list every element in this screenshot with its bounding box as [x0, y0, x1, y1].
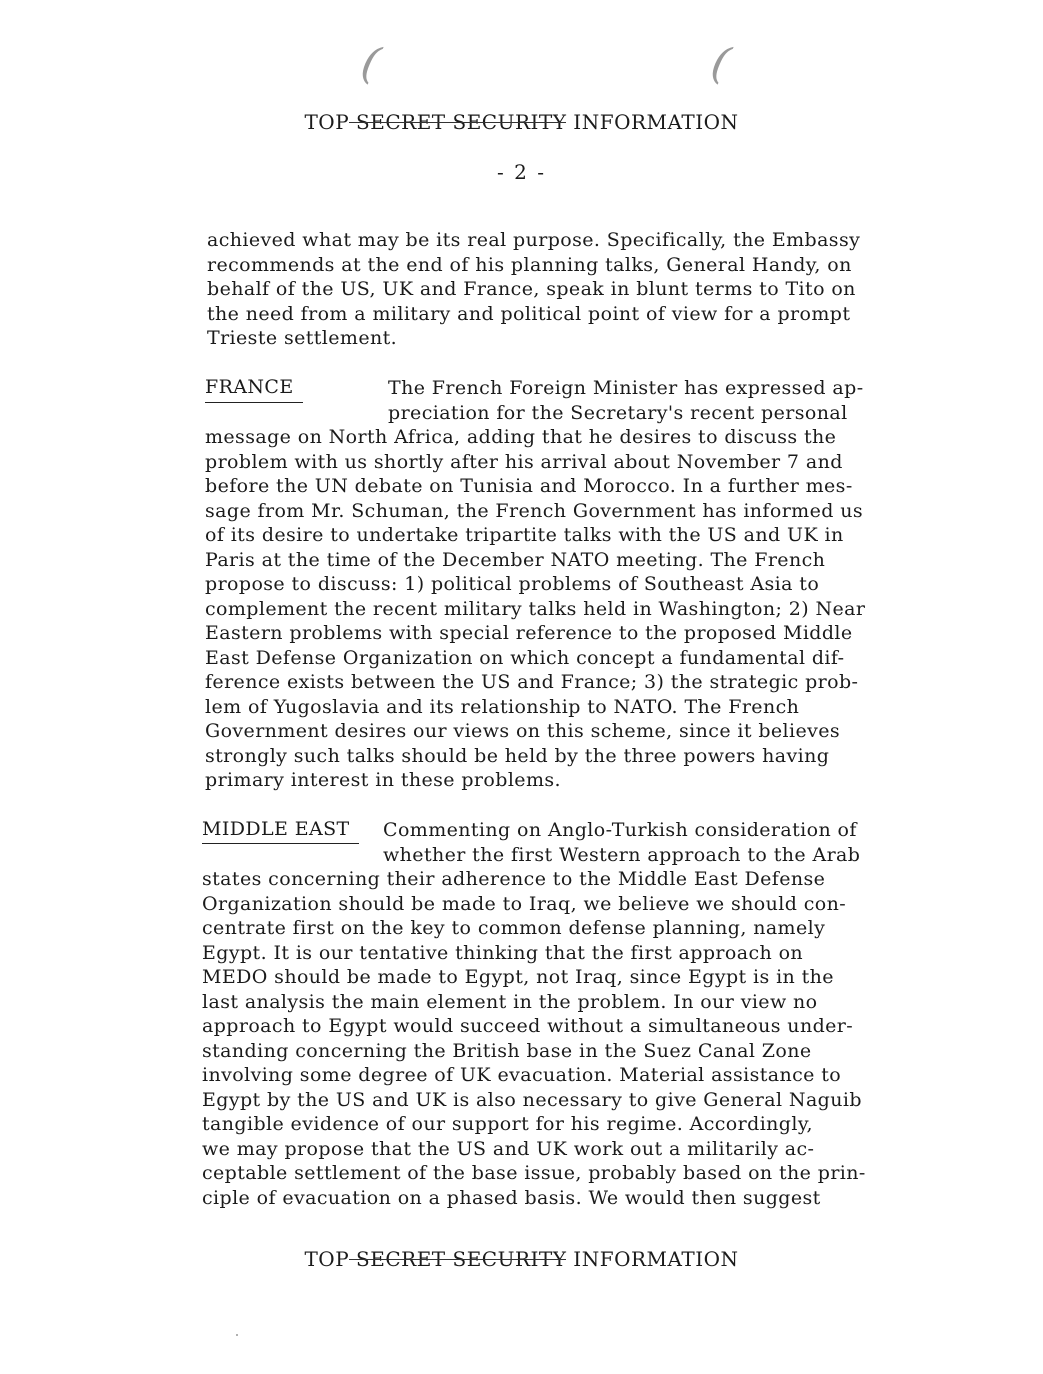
text-line: ceptable settlement of the base issue, probably based on the prin-	[202, 1162, 866, 1184]
middle-east-heading: MIDDLE EAST	[202, 818, 350, 840]
text-line: we may propose that the US and UK work out a militarily ac-	[202, 1137, 815, 1160]
text-line: The French Foreign Minister has expressed ap-	[388, 377, 864, 399]
text-line: sage from Mr. Schuman, the French Government has informed us	[205, 499, 864, 522]
france-paragraph	[205, 376, 865, 793]
france-heading: FRANCE	[205, 376, 294, 398]
text-line: approach to Egypt would succeed without a simultaneous under-	[202, 1015, 854, 1037]
text-line: states concerning their adherence to the Middle East Defense	[202, 868, 826, 890]
footer-classification-suffix: INFORMATION	[566, 1247, 739, 1271]
text-line: tangible evidence of our support for his regime. Accordingly,	[202, 1113, 813, 1135]
text-line: Egypt by the US and UK is also necessary to give General Naguib	[202, 1088, 862, 1111]
header-classification-suffix: INFORMATION	[566, 110, 739, 134]
text-line: Paris at the time of the December NATO meeting. The French	[205, 548, 826, 571]
page-number: - 2 -	[497, 160, 546, 184]
text-line: whether the first Western approach to the Arab	[383, 843, 861, 866]
header-classification	[0, 110, 1043, 134]
text-line: Commenting on Anglo-Turkish consideration of	[383, 819, 857, 841]
text-line: recommends at the end of his planning talks, General Handy, on	[207, 253, 852, 276]
text-line: East Defense Organization on which concept a fundamental dif-	[205, 646, 845, 669]
text-line: achieved what may be its real purpose. Specifically, the Embassy	[207, 229, 861, 251]
text-line: problem with us shortly after his arrival about November 7 and	[205, 450, 843, 473]
header-classification-struck: SECRET SECURITY	[349, 110, 567, 134]
text-line: ciple of evacuation on a phased basis. We would then suggest	[202, 1186, 821, 1209]
text-line: lem of Yugoslavia and its relationship to NATO. The French	[205, 695, 800, 718]
text-line: primary interest in these problems.	[205, 769, 561, 791]
text-line: strongly such talks should be held by the three powers having	[205, 744, 830, 767]
text-line: involving some degree of UK evacuation. Material assistance to	[202, 1064, 842, 1086]
text-line: last analysis the main element in the problem. In our view no	[202, 990, 818, 1013]
footer-classification	[0, 1247, 1043, 1271]
scan-mark-left: (	[356, 36, 385, 91]
scan-mark-right: (	[706, 36, 735, 91]
footer-classification-prefix: TOP	[304, 1247, 350, 1271]
text-line: message on North Africa, adding that he desires to discuss the	[205, 426, 837, 448]
header-classification-prefix: TOP	[304, 110, 350, 134]
text-line: complement the recent military talks held in Washington; 2) Near	[205, 597, 866, 620]
text-line: Egypt. It is our tentative thinking that the first approach on	[202, 941, 804, 964]
trieste-paragraph	[207, 228, 860, 351]
text-line: of its desire to undertake tripartite talks with the US and UK in	[205, 524, 844, 546]
text-line: Government desires our views on this scheme, since it believes	[205, 720, 841, 742]
scan-speck	[236, 1334, 238, 1336]
text-line: Trieste settlement.	[207, 327, 398, 349]
text-line: ference exists between the US and France; 3) the strategic prob-	[205, 671, 859, 693]
text-line: preciation for the Secretary's recent personal	[388, 401, 848, 424]
text-line: centrate first on the key to common defense planning, namely	[202, 917, 826, 939]
text-line: the need from a military and political point of view for a prompt	[207, 302, 851, 325]
middle-east-paragraph	[202, 818, 866, 1210]
text-line: MEDO should be made to Egypt, not Iraq, since Egypt is in the	[202, 966, 834, 988]
text-line: propose to discuss: 1) political problems of Southeast Asia to	[205, 573, 820, 595]
text-line: before the UN debate on Tunisia and Morocco. In a further mes-	[205, 475, 853, 497]
footer-classification-struck: SECRET SECURITY	[349, 1247, 567, 1271]
text-line: standing concerning the British base in the Suez Canal Zone	[202, 1039, 812, 1062]
text-line: Eastern problems with special reference to the proposed Middle	[205, 622, 853, 644]
text-line: Organization should be made to Iraq, we believe we should con-	[202, 892, 847, 915]
text-line: behalf of the US, UK and France, speak in blunt terms to Tito on	[207, 278, 856, 300]
